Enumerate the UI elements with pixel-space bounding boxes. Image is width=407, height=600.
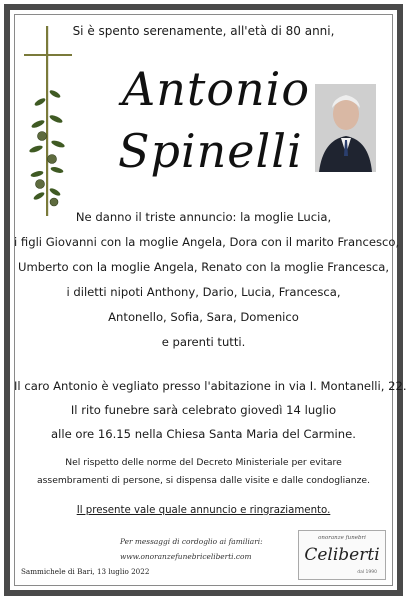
cross-with-flowers-icon (22, 24, 74, 220)
portrait-photo (315, 84, 376, 172)
place-date: Sammichele di Bari, 13 luglio 2022 (21, 567, 150, 576)
funeral-line-2: Il rito funebre sarà celebrato giovedì 14 luglio (70, 403, 337, 417)
intro-line: Si è spento serenamente, all'età di 80 anni, (72, 24, 335, 38)
logo-est: dal 1990 (357, 570, 377, 575)
family-line-2: i figli Giovanni con la moglie Angela, Dora con il marito Francesco, (14, 235, 400, 249)
notice-line-2: assembramenti di persone, si dispensa dalle visite e dalle condoglianze. (36, 475, 370, 486)
notice-line-1: Nel rispetto delle norme del Decreto Ministeriale per evitare (65, 457, 342, 468)
funeral-line-1: Il caro Antonio è vegliato presso l'abitazione in via I. Montanelli, 22. (14, 379, 407, 393)
deceased-last-name: Spinelli (118, 124, 303, 178)
deceased-first-name: Antonio (122, 62, 311, 116)
thanks-line: Il presente vale quale annuncio e ringraziamento. (76, 505, 331, 516)
funeral-line-3: alle ore 16.15 nella Chiesa Santa Maria del Carmine. (51, 427, 356, 441)
family-line-6: e parenti tutti. (161, 335, 246, 349)
family-line-3: Umberto con la moglie Angela, Renato con la moglie Francesca, (17, 260, 390, 274)
logo-name: Celiberti (304, 545, 380, 565)
condolence-label: Per messaggi di cordoglio ai familiari: (120, 537, 263, 546)
funeral-home-logo (298, 530, 386, 580)
portrait-silhouette (315, 84, 376, 172)
logo-subtitle: onoranze funebri (318, 535, 366, 541)
family-line-4: i diletti nipoti Anthony, Dario, Lucia, Francesca, (66, 285, 341, 299)
family-line-1: Ne danno il triste annuncio: la moglie Lucia, (75, 210, 332, 224)
website-link[interactable]: www.onoranzefunebriceliberti.com (120, 552, 252, 561)
family-line-5: Antonello, Sofia, Sara, Domenico (108, 310, 299, 324)
